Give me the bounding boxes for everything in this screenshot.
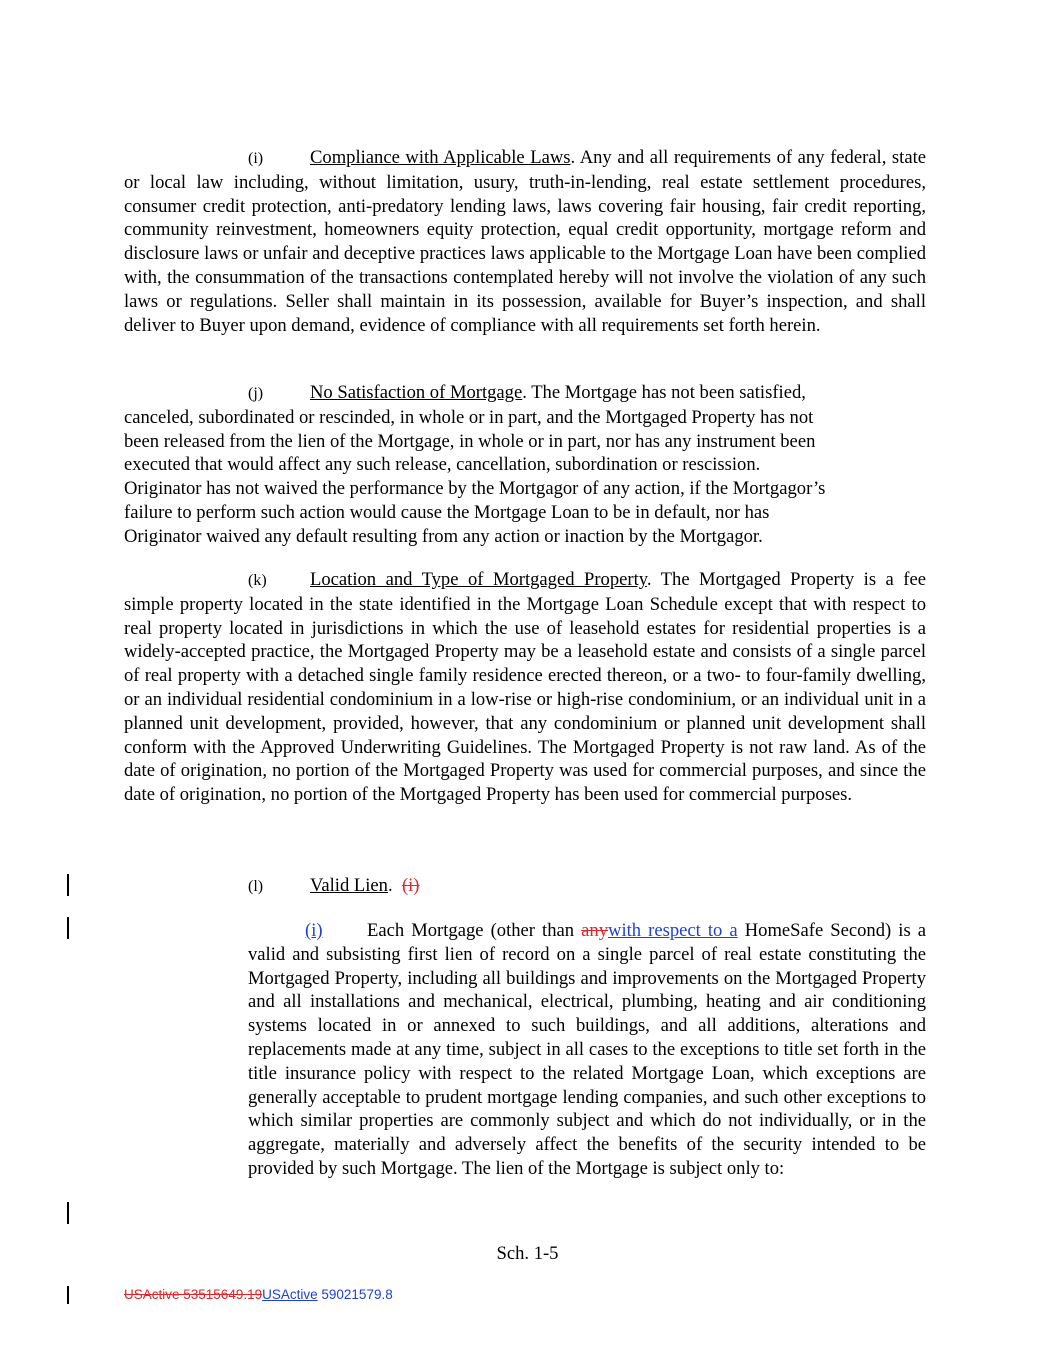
section-j bbox=[124, 381, 926, 549]
section-k bbox=[124, 568, 926, 807]
section-j-line-3: been released from the lien of the Mortgage, in whole or in part, nor has any instrument been bbox=[124, 430, 816, 452]
change-bar bbox=[67, 1202, 69, 1224]
section-j-line-5: Originator has not waived the performance by the Mortgagor of any action, if the Mortgagor’s bbox=[124, 478, 826, 500]
section-k-label: (k) bbox=[248, 572, 267, 589]
footer-id-tail: 59021579.8 bbox=[317, 1287, 393, 1302]
section-i-title: Compliance with Applicable Laws bbox=[310, 147, 571, 168]
section-j-line-7: Originator waived any default resulting from any action or inaction by the Mortgagor. bbox=[124, 525, 763, 547]
section-k-body: . The Mortgaged Property is a fee simple property located in the state identified in the Mortgage Loan Schedule except that with respect to real property located in jurisdictions in which the use of leasehold estates for residential properties is a widely-accepted practice, the Mortgaged Property may be a leasehold estate and consists of a single parcel of real property with a detached single family residence erected thereon, or a two- to four-family dwelling, or an individual residential condominium in a low-rise or high-rise condominium, or an individual unit in a planned unit development, provided, however, that any condominium or planned unit development shall conform with the Approved Underwriting Guidelines. The Mortgaged Property is not raw land. As of the date of origination, no portion of the Mortgaged Property was used for commercial purposes, and since the date of origination, no portion of the Mortgaged Property has been used for commercial purposes. bbox=[124, 569, 926, 806]
section-l-after-title: . bbox=[387, 875, 402, 896]
section-j-line-2: canceled, subordinated or rescinded, in whole or in part, and the Mortgaged Property has not bbox=[124, 406, 814, 428]
document-id-footer bbox=[124, 1286, 393, 1304]
sub-i-deleted-text: any bbox=[581, 920, 609, 941]
section-j-label: (j) bbox=[248, 385, 264, 402]
change-bar bbox=[67, 1286, 69, 1304]
section-j-line-4: executed that would affect any such release, cancellation, subordination or rescission. bbox=[124, 454, 761, 476]
section-j-line-6: failure to perform such action would cause the Mortgage Loan to be in default, nor has bbox=[124, 501, 770, 523]
section-l-label: (l) bbox=[248, 878, 264, 895]
section-k-title: Location and Type of Mortgaged Property bbox=[310, 569, 647, 590]
section-j-line-1: . The Mortgage has not been satisfied, bbox=[522, 382, 806, 403]
section-l-deleted-marker: (i) bbox=[401, 875, 420, 896]
change-bar bbox=[67, 917, 69, 939]
page-number: Sch. 1-5 bbox=[496, 1243, 559, 1264]
footer-deleted-id: USActive 53515649.19 bbox=[124, 1287, 263, 1302]
change-bar bbox=[67, 874, 69, 896]
section-i bbox=[124, 146, 926, 337]
sub-i-text-after: HomeSafe Second) is a valid and subsisting first lien of record on a single parcel of real estate constituting the Mortgaged Property, including all buildings and improvements on the Mortgaged Property and all installations and mechanical, electrical, plumbing, heating and air conditioning systems located in or annexed to such buildings, and all additions, alterations and replacements made at any time, subject in all cases to the exceptions to title set forth in the title insurance policy with respect to the related Mortgage Loan, which exceptions are generally acceptable to prudent mortgage lending companies, and such other exceptions to which similar properties are commonly subject and which do not individually, or in the aggregate, materially and adversely affect the benefits of the security intended to be provided by such Mortgage. The lien of the Mortgage is subject only to: bbox=[248, 920, 927, 1179]
section-j-title: No Satisfaction of Mortgage bbox=[310, 382, 523, 403]
footer-inserted-id: USActive bbox=[262, 1287, 318, 1302]
section-l-title: Valid Lien bbox=[310, 875, 388, 896]
sub-i-inserted-label: (i) bbox=[305, 920, 323, 941]
section-i-body: . Any and all requirements of any federal, state or local law including, without limitation, usury, truth-in-lending, real estate settlement procedures, consumer credit protection, anti-predatory lending laws, laws covering fair housing, fair credit reporting, community reinvestment, homeowners equity protection, equal credit opportunity, mortgage reform and disclosure laws or unfair and deceptive practices laws applicable to the Mortgage Loan have been complied with, the consummation of the transactions contemplated hereby will not involve the violation of any such laws or regulations. Seller shall maintain in its possession, available for Buyer’s inspection, and shall deliver to Buyer upon demand, evidence of compliance with all requirements set forth herein. bbox=[124, 147, 926, 336]
sub-i-inserted-text: with respect to a bbox=[608, 920, 738, 941]
section-i-label: (i) bbox=[248, 150, 264, 167]
sub-i-text-before: Each Mortgage (other than bbox=[367, 920, 582, 941]
section-l bbox=[124, 874, 926, 899]
section-l-sub-i bbox=[248, 919, 926, 1181]
